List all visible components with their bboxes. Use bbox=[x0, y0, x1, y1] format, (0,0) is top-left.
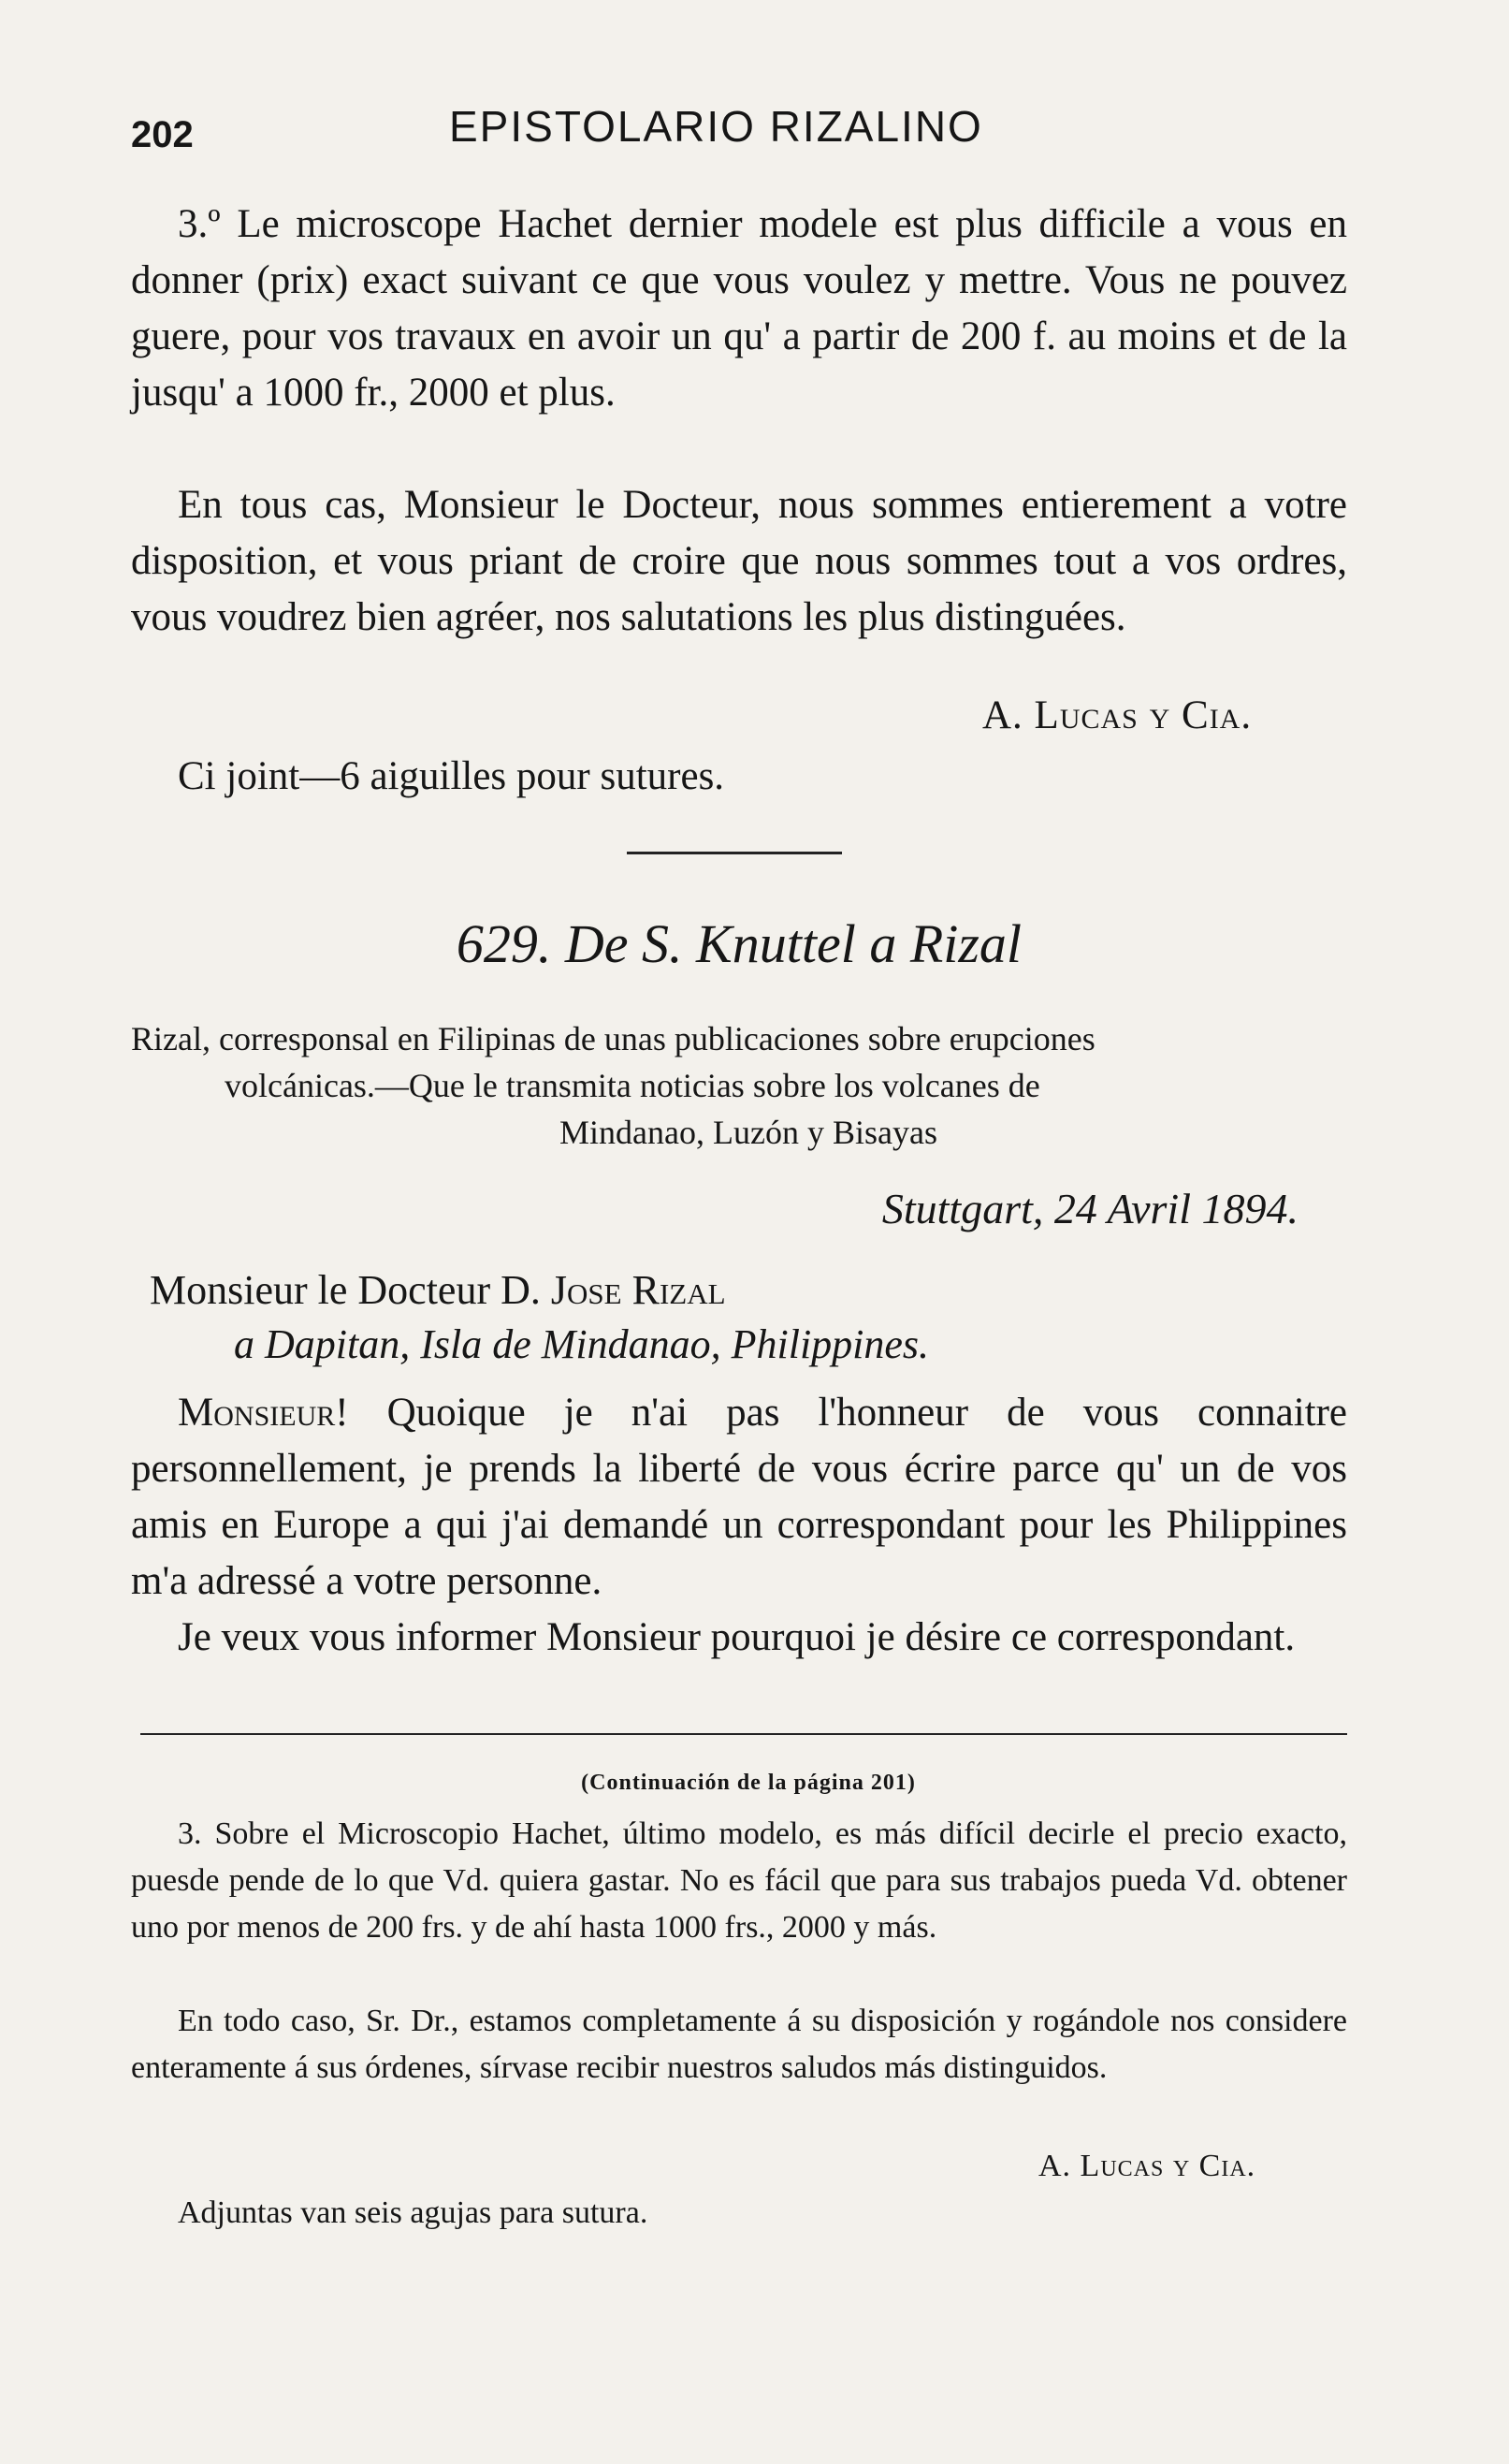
footnote-paragraph-1: 3. Sobre el Microscopio Hachet, último modelo, es más difícil decirle el precio exacto, puesde pende de lo que Vd. quiera gastar. No es fácil que para sus trabajos pueda Vd. obtener uno por menos de 200 frs. y de ahí hasta 1000 frs., 2000 y más. bbox=[131, 1816, 1347, 1945]
page-header bbox=[131, 101, 1366, 176]
footnote-heading: (Continuación de la página 201) bbox=[581, 1771, 916, 1795]
postscript: Ci joint—6 aiguilles pour sutures. bbox=[178, 754, 725, 798]
section-divider bbox=[627, 852, 842, 854]
letter-paragraph-3: 3.º Le microscope Hachet dernier modele est plus difficile a vous en donner (prix) exact suivant ce que vous voulez y mettre. Vous ne pouvez guere, pour vos travaux en avoir un qu' a partir de 200 f. au moins et de la jusqu' a 1000 fr., 2000 et plus. bbox=[131, 202, 1347, 415]
address-block bbox=[150, 1263, 929, 1372]
footnote-postscript: Adjuntas van seis agujas para sutura. bbox=[178, 2195, 648, 2230]
summary-line: volcánicas.—Que le transmita noticias sobre los volcanes de bbox=[225, 1067, 1040, 1104]
footnote-paragraph-2: En todo caso, Sr. Dr., estamos completamente á su disposición y rogándole nos considere enteramente á sus órdenes, sírvase recibir nuestros saludos más distinguidos. bbox=[131, 2004, 1347, 2085]
letter-title: 629. De S. Knuttel a Rizal bbox=[456, 913, 1023, 974]
running-title: EPISTOLARIO RIZALINO bbox=[449, 102, 983, 151]
letter-paragraph-1: Quoique je n'ai pas l'honneur de vous connaitre personnellement, je prends la liberté de vous écrire parce qu' un de vos amis en Europe a qui j'ai demandé un correspondant pour les Philippines m'a adressé a votre personne. bbox=[131, 1391, 1348, 1603]
letter-paragraph-2: Je veux vous informer Monsieur pourquoi je désire ce correspondant. bbox=[178, 1615, 1296, 1659]
signature: A. Lucas y Cia. bbox=[982, 693, 1253, 737]
letter-closing: En tous cas, Monsieur le Docteur, nous sommes entierement a votre disposition, et vous priant de croire que nous sommes tout a vos ordres, vous voudrez bien agréer, nos salutations les plus distinguées. bbox=[131, 483, 1347, 639]
address-line: a Dapitan, Isla de Mindanao, Philippines. bbox=[234, 1321, 930, 1367]
letter-paragraph bbox=[131, 1385, 1347, 1610]
footnote-rule bbox=[140, 1733, 1347, 1735]
address-prefix: Monsieur le Docteur D. bbox=[150, 1267, 541, 1313]
page-number: 202 bbox=[131, 114, 194, 155]
summary-line: Rizal, corresponsal en Filipinas de unas publicaciones sobre erupciones bbox=[131, 1020, 1095, 1057]
summary-line: Mindanao, Luzón y Bisayas bbox=[559, 1114, 937, 1151]
letter-summary bbox=[131, 1015, 1366, 1156]
footnote-signature: A. Lucas y Cia. bbox=[1038, 2149, 1256, 2183]
dateline: Stuttgart, 24 Avril 1894. bbox=[881, 1185, 1299, 1232]
salutation: Monsieur! bbox=[178, 1391, 349, 1435]
addressee-name: Jose Rizal bbox=[550, 1267, 726, 1313]
